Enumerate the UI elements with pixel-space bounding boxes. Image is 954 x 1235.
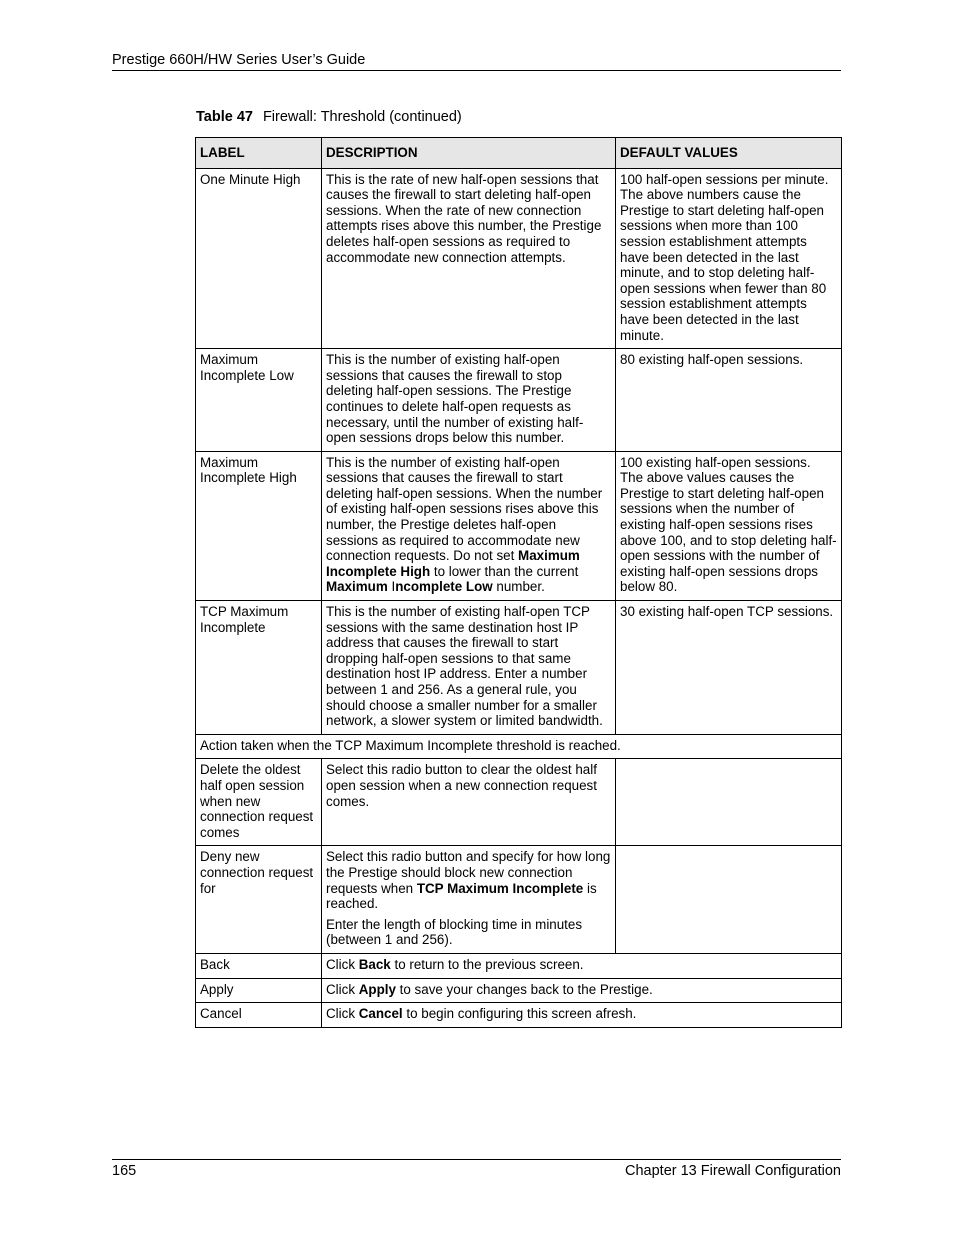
table-caption: [196, 109, 462, 125]
table-row: [196, 978, 842, 1003]
row-description: [322, 846, 616, 954]
table-row: [196, 349, 842, 452]
desc-paragraph: [326, 849, 611, 911]
row-description: Select this radio button to clear the oldest half open session when a new connection request comes.: [322, 759, 616, 846]
table-number: Table 47: [196, 109, 253, 125]
desc-bold: Maximum Incomplete High: [326, 548, 580, 579]
column-header-description: DESCRIPTION: [322, 138, 616, 169]
running-header: Prestige 660H/HW Series User’s Guide: [112, 52, 841, 71]
desc-text: Click: [326, 981, 359, 997]
table-row: [196, 451, 842, 600]
row-default: [616, 846, 842, 954]
row-default: [616, 759, 842, 846]
desc-text: Click: [326, 1006, 359, 1022]
page-number: 165: [112, 1163, 137, 1179]
desc-text: number.: [492, 579, 545, 595]
desc-text: Click: [326, 956, 359, 972]
row-description: [322, 451, 616, 600]
desc-bold: ncomplete Low: [395, 579, 493, 595]
row-label: One Minute High: [196, 168, 322, 349]
row-label: TCP Maximum Incomplete: [196, 601, 322, 735]
desc-text: to lower than the current: [430, 563, 579, 579]
table-row: [196, 601, 842, 735]
section-note: Action taken when the TCP Maximum Incomplete threshold is reached.: [196, 734, 842, 759]
row-description: [322, 1003, 842, 1028]
table-row: [196, 953, 842, 978]
page-footer: [112, 1159, 841, 1179]
row-label: Maximum Incomplete High: [196, 451, 322, 600]
desc-bold: Back: [358, 956, 391, 972]
chapter-title: Chapter 13 Firewall Configuration: [625, 1163, 841, 1179]
desc-text: I: [391, 579, 396, 595]
row-description: This is the rate of new half-open sessions that causes the firewall to start deleting half-open sessions. When the rate of new connection attempts rises above this number, the Prestige deletes half-open sessions as required to accommodate new connection attempts.: [322, 168, 616, 349]
table-row: [196, 846, 842, 954]
row-description: This is the number of existing half-open sessions that causes the firewall to stop deleting half-open sessions. The Prestige continues to delete half-open requests as necessary, until the number of existing half-open sessions drops below this number.: [322, 349, 616, 452]
row-description: [322, 953, 842, 978]
table-header-row: [196, 138, 842, 169]
row-description: [322, 978, 842, 1003]
desc-bold: Maximum: [326, 579, 392, 595]
column-header-default-values: DEFAULT VALUES: [616, 138, 842, 169]
table-title: Firewall: Threshold (continued): [262, 109, 462, 125]
desc-text: to return to the previous screen.: [390, 956, 584, 972]
row-default: 80 existing half-open sessions.: [616, 349, 842, 452]
section-note-row: [196, 734, 842, 759]
desc-bold: TCP Maximum Incomplete: [416, 880, 584, 896]
table-row: [196, 168, 842, 349]
row-default: 100 half-open sessions per minute. The above numbers cause the Prestige to start deleting half-open sessions when more than 100 session establishment attempts have been detected in the last minute, and to stop deleting half-open sessions when fewer than 80 session establishment attempts have been detected in the last minute.: [616, 168, 842, 349]
table-row: [196, 1003, 842, 1028]
row-default: 100 existing half-open sessions. The above values causes the Prestige to start deleting half-open sessions when the number of existing half-open sessions rises above 100, and to stop deleting half-open sessions with the number of existing half-open sessions drops below 80.: [616, 451, 842, 600]
desc-paragraph: Enter the length of blocking time in minutes (between 1 and 256).: [326, 916, 583, 948]
row-default: 30 existing half-open TCP sessions.: [616, 601, 842, 735]
table-row: [196, 759, 842, 846]
row-label: Delete the oldest half open session when new connection request comes: [196, 759, 322, 846]
desc-text: to begin configuring this screen afresh.: [402, 1006, 637, 1022]
desc-bold: Cancel: [358, 1006, 403, 1022]
desc-text: Select this radio button and specify for how long the Prestige should block new connection requests when: [326, 849, 611, 896]
column-header-label: LABEL: [196, 138, 322, 169]
desc-text: to save your changes back to the Prestige.: [395, 981, 653, 997]
row-label: Apply: [196, 978, 322, 1003]
threshold-table: [195, 137, 842, 1028]
row-label: Back: [196, 953, 322, 978]
row-label: Cancel: [196, 1003, 322, 1028]
row-label: Maximum Incomplete Low: [196, 349, 322, 452]
desc-text: is reached.: [326, 880, 597, 912]
desc-text: This is the number of existing half-open sessions that causes the firewall to start deleting half-open sessions. When the number of existing half-open sessions rises above this number, the Prestige deletes half-open sessions as required to accommodate new connection requests. Do not set: [326, 454, 603, 564]
desc-bold: Apply: [358, 981, 396, 997]
row-label: Deny new connection request for: [196, 846, 322, 954]
row-description: This is the number of existing half-open TCP sessions with the same destination host IP address that causes the firewall to start dropping half-open sessions to that same destination host IP address. Enter a number between 1 and 256. As a general rule, you should choose a smaller number for a smaller network, a slower system or limited bandwidth.: [322, 601, 616, 735]
